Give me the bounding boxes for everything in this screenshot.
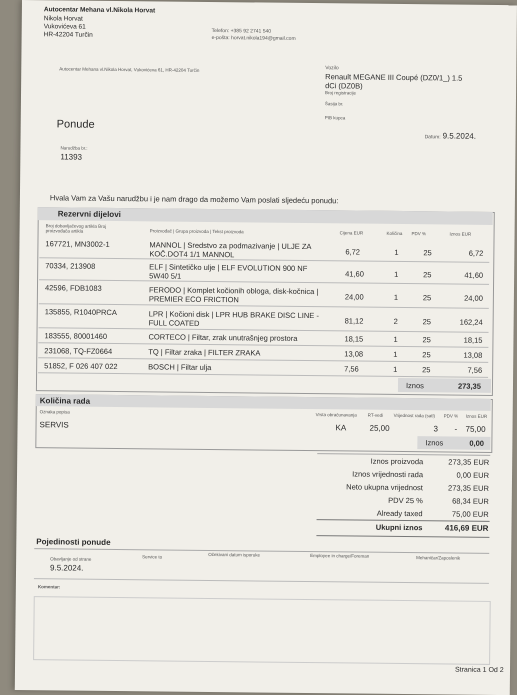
grand-total-value: 416,69 EUR [444,523,489,533]
labor-header-type: Vrsta obračunavanja [315,412,357,418]
labor-total-value: 0,00 [469,438,485,448]
row-sum: 6,72 [468,248,484,258]
labor-header-unit: RT-vedi [367,412,384,418]
row-vat: 25 [422,365,431,375]
row-desc-2: FULL COATED [148,318,200,328]
total-value-2: 273,35 EUR [448,483,489,493]
labor-sum: 75,00 [465,424,486,434]
date-label: Datum: [424,134,441,141]
row-sum: 7,56 [467,365,483,375]
parts-header-price: Cijena EUR [339,230,364,236]
parts-header-desc: Proizvođač | Grupa proizvoda | Tekst proizvoda [149,228,244,235]
parts-header-vat: PDV % [411,231,427,237]
comment-box [33,596,491,665]
row-vat: 25 [423,270,432,280]
row-price: 41,60 [345,269,364,279]
row-sum: 162,24 [459,317,483,327]
intro-text: Hvala Vam za Vašu narudžbu i je nam drago da možemo Vam poslati sljedeću ponudu: [49,193,339,206]
row-price: 7,56 [344,364,359,374]
details-service-label: Service to [142,554,163,560]
row-desc-1: CORTECO | Filtar, zrak unutrašnjeg prostora [148,332,298,343]
row-vat: 25 [422,293,432,303]
row-qty: 1 [394,247,399,257]
total-label-0: Iznos proizvoda [370,456,424,467]
parts-title: Rezervni dijelovi [57,209,121,220]
total-label-4: Already taxed [376,508,423,519]
labor-unit: 25,00 [369,423,390,433]
grand-total-label: Ukupni iznos [375,522,423,533]
labor-dash: - [454,424,458,434]
company-phone: Telefon: +385 92 2741 540 [211,27,272,35]
row-qty: 1 [393,292,399,302]
row-vat: 25 [423,248,432,258]
row-price: 13,08 [344,349,364,359]
order-no: 11393 [60,152,83,162]
row-desc-1: LPR | Kočioni disk | LPR HUB BRAKE DISC LINE - [148,309,319,321]
row-sum: 24,00 [464,293,483,303]
row-desc-1: TQ | Filtar zraka | FILTER ZRAKA [148,347,261,358]
total-value-1: 0,00 EUR [456,470,490,480]
document-date: 9.5.2024. [442,131,477,141]
parts-header-qty: Količina [386,230,403,236]
row-qty: 2 [393,316,398,326]
company-email: e-pošta: horvat.nikola194@gmail.com [211,34,296,42]
row-qty: 1 [394,269,399,279]
vehicle-pib-label: PIB kupca [324,115,346,121]
parts-header-art: Broj dobavljačevog artikla Broj proizvođača artikla [45,223,107,234]
comment-label: Komentar: [37,584,61,590]
row-art: 183555, 80001460 [44,331,108,341]
details-completed-label: Obavljanje od strane [50,556,92,562]
row-desc-2: KOČ.DOT4 1/1 MANNOL [149,249,235,260]
labor-title: Količina rada [39,396,91,406]
row-desc-1: MANNOL | Sredstvo za podmazivanje | ULJE ZA [149,240,312,252]
vehicle-vin-label: Šasija br. [324,101,344,107]
row-vat: 25 [422,335,431,345]
row-sum: 41,60 [464,270,484,280]
row-desc-2: 5W40 5/1 [149,271,182,281]
row-desc-1: ELF | Sintetičko ulje | ELF EVOLUTION 900 NF [149,262,308,274]
row-sum: 18,15 [463,335,483,345]
details-title: Pojedinosti ponude [36,537,111,547]
row-price: 81,12 [344,316,364,326]
total-label-1: Iznos vrijednosti rada [352,469,424,480]
row-qty: 1 [393,349,398,359]
row-art: 231068, TQ-FZ0664 [44,346,113,356]
details-expected-label: Očekivani datum isporuke [208,551,261,558]
row-desc-1: BOSCH | Filtar ulja [148,362,212,373]
total-value-4: 75,00 EUR [451,509,489,519]
vehicle-reg-label: Broj registracije [325,90,357,96]
labor-total-label: Iznos [425,438,444,448]
table-row [39,305,489,333]
row-art: 42596, FDB1083 [44,283,102,293]
row-art: 167721, MN3002-1 [45,239,110,249]
details-completed-date: 9.5.2024. [50,563,84,573]
vehicle-name-2: dCi (DZ0B) [325,81,363,91]
vehicle-name-1: Renault MEGANE III Coupé (DZ0/1_) 1.5 [325,72,463,83]
labor-vat: 3 [433,424,439,434]
row-art: 70334, 213908 [45,261,96,271]
order-no-label: Narudžba br.: [60,145,88,151]
details-divider [34,548,489,554]
row-qty: 1 [393,334,398,344]
total-value-3: 68,34 EUR [452,496,489,506]
page-number: Stranica 1 Od 2 [454,666,504,675]
row-desc-1: FERODO | Komplet kočionih obloga, disk-kočnica | [148,285,319,297]
company-street: Vukovićeva 61 [43,23,86,31]
total-label-2: Neto ukupna vrijednost [346,482,423,493]
comment-divider [34,578,489,584]
row-art: 135855, R1040PRCA [44,307,117,318]
total-value-0: 273,35 EUR [448,457,490,467]
parts-header-sum: Iznos EUR [449,231,472,237]
row-vat: 25 [422,317,432,327]
row-vat: 25 [422,350,431,360]
vehicle-label: Vozilo [325,65,339,72]
row-qty: 1 [393,364,398,374]
parts-total-label: Iznos [405,381,424,391]
labor-header-vat: PDV % [443,413,459,419]
row-desc-2: PREMIER ECO FRICTION [148,294,239,305]
company-city: HR-42204 Turčin [43,31,93,39]
row-sum: 13,08 [463,350,483,360]
row-price: 18,15 [344,334,364,344]
details-mechanic-label: Mehaničar/Zaposlenik [416,555,461,561]
row-price: 24,00 [344,292,364,302]
company-owner: Nikola Horvat [43,15,83,23]
labor-header-desc: Oznaka popisa [39,409,70,415]
row-art: 51852, F 026 407 022 [44,361,118,372]
total-label-3: PDV 25 % [388,495,423,506]
document-sheet [15,0,517,695]
labor-header-sum: Iznos EUR [465,413,488,419]
company-small-address: Autocentar Mehana vl.Nikola Horvat, Vukovićeva 61, HR-42204 Turčin [59,66,200,73]
row-price: 6,72 [345,247,361,257]
parts-total-value: 273,35 [457,381,481,391]
labor-type: KA [335,423,347,433]
labor-desc: SERVIS [39,420,69,430]
table-row [39,281,489,309]
page-title: Ponude [56,118,95,131]
details-employee-label: Employee in charge/Foreman [310,553,370,559]
labor-header-price: Vrijednost rada (satl) [393,412,436,419]
company-name: Autocentar Mehana vl.Nikola Horvat [43,6,156,15]
